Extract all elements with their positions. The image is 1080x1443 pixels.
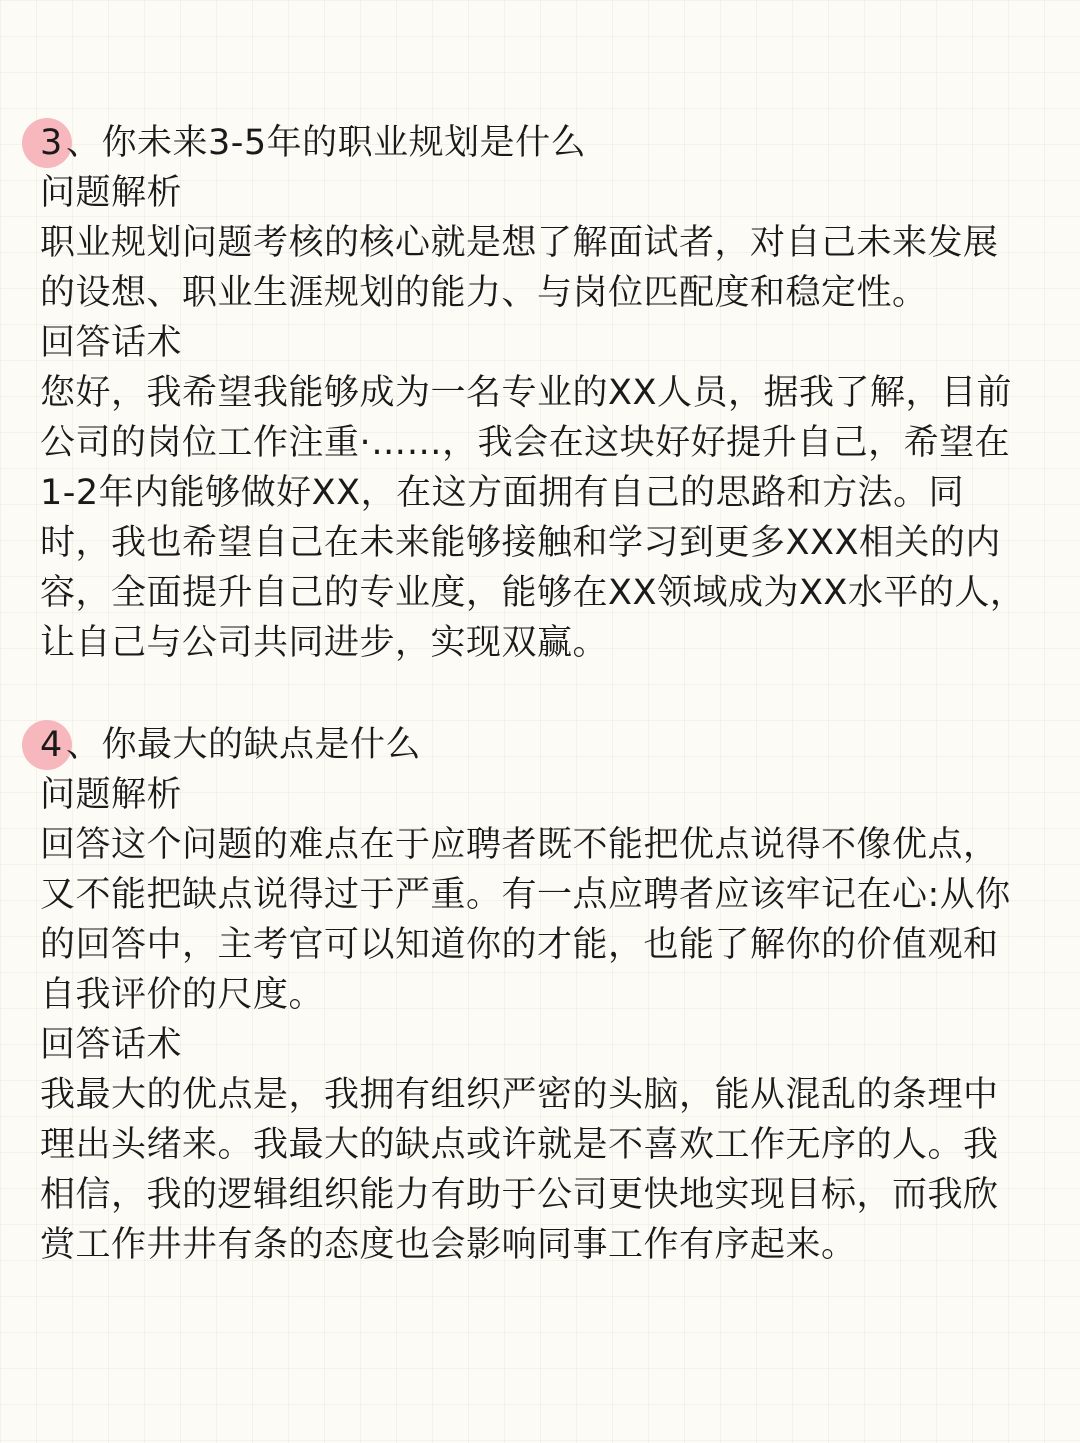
section-heading	[40, 118, 1040, 168]
section-question-4	[40, 720, 1040, 1270]
answer-line: 容，全面提升自己的专业度，能够在XX领域成为XX水平的人，	[40, 573, 1026, 613]
answer-line: 相信，我的逻辑组织能力有助于公司更快地实现目标，而我欣	[40, 1175, 999, 1215]
analysis-label: 问题解析	[40, 775, 183, 815]
answer-line: 公司的岗位工作注重·……，我会在这块好好提升自己，希望在	[40, 423, 1011, 463]
answer-line: 赏工作井井有条的态度也会影响同事工作有序起来。	[40, 1225, 857, 1265]
analysis-line: 回答这个问题的难点在于应聘者既不能把优点说得不像优点，	[40, 825, 999, 865]
analysis-line: 又不能把缺点说得过于严重。有一点应聘者应该牢记在心:从你	[40, 875, 1011, 915]
section-title: 、你最大的缺点是什么	[66, 725, 422, 765]
answer-line: 您好，我希望我能够成为一名专业的XX人员，据我了解，目前	[40, 373, 1012, 413]
analysis-line: 的设想、职业生涯规划的能力、与岗位匹配度和稳定性。	[40, 273, 928, 313]
answer-label: 回答话术	[40, 323, 183, 363]
analysis-line: 自我评价的尺度。	[40, 975, 325, 1015]
answer-label: 回答话术	[40, 1025, 183, 1065]
analysis-line: 职业规划问题考核的核心就是想了解面试者，对自己未来发展	[40, 223, 999, 263]
answer-line: 1-2年内能够做好XX，在这方面拥有自己的思路和方法。同	[40, 473, 965, 513]
answer-line: 时，我也希望自己在未来能够接触和学习到更多XXX相关的内	[40, 523, 1001, 563]
section-title: 、你未来3-5年的职业规划是什么	[66, 123, 587, 163]
section-question-3	[40, 118, 1040, 668]
section-heading	[40, 720, 1040, 770]
analysis-line: 的回答中，主考官可以知道你的才能，也能了解你的价值观和	[40, 925, 999, 965]
section-number: 4	[40, 725, 63, 765]
section-number: 3	[40, 123, 63, 163]
answer-line: 让自己与公司共同进步，实现双赢。	[40, 623, 609, 663]
answer-line: 我最大的优点是，我拥有组织严密的头脑，能从混乱的条理中	[40, 1075, 999, 1115]
analysis-label: 问题解析	[40, 173, 183, 213]
answer-line: 理出头绪来。我最大的缺点或许就是不喜欢工作无序的人。我	[40, 1125, 999, 1165]
